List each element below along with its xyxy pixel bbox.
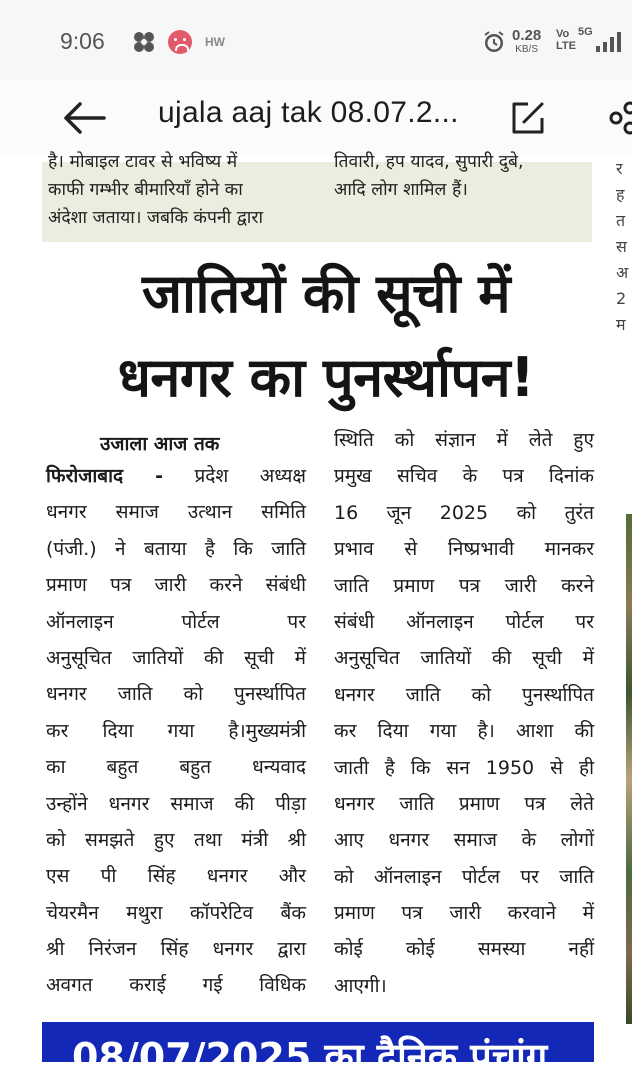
status-time: 9:06 bbox=[60, 28, 105, 54]
edge-glyph: त bbox=[616, 211, 626, 230]
strip-right-line: आदि लोग शामिल हैं। bbox=[334, 180, 468, 200]
column-line: जाती है कि सन 1950 से ही bbox=[334, 756, 594, 779]
column-line: आए धनगर समाज के लोगों bbox=[334, 829, 594, 852]
column-line: जाति प्रमाण पत्र जारी करने bbox=[334, 574, 594, 597]
adjacent-photo bbox=[626, 514, 632, 1024]
column-line: आएगी। bbox=[334, 974, 387, 997]
panchang-banner bbox=[42, 1022, 594, 1079]
edge-glyph: 2 bbox=[616, 289, 627, 308]
column-line: अनुसूचित जातियों की सूची में bbox=[46, 646, 306, 669]
column-line: कोई कोई समस्या नहीं bbox=[334, 938, 594, 961]
strip-right-line: तिवारी, हप यादव, सुपारी दुबे, bbox=[334, 152, 524, 172]
column-line: 16 जून 2025 को तुरंत bbox=[334, 501, 594, 524]
alarm-icon bbox=[482, 30, 506, 54]
column-line-text: प्रदेश अध्यक्ष bbox=[194, 465, 306, 487]
article-column-2 bbox=[334, 422, 594, 1004]
hw-logo-text: HW bbox=[205, 35, 225, 49]
adjacent-page-edge bbox=[616, 156, 632, 356]
strip-left-column bbox=[48, 148, 263, 232]
headline-line-1: जातियों की सूची में bbox=[141, 262, 511, 325]
edge-glyph: म bbox=[616, 315, 626, 334]
column-line: कर दिया गया है। आशा की bbox=[334, 720, 594, 743]
column-line: धनगर जाति को पुनर्स्थापित bbox=[46, 683, 306, 706]
previous-article-strip bbox=[42, 152, 592, 242]
column-line: प्रमाण पत्र जारी करवाने में bbox=[334, 902, 594, 925]
newspaper-image[interactable] bbox=[0, 152, 632, 1079]
column-line: प्रमुख सचिव के पत्र दिनांक bbox=[334, 465, 594, 488]
column-line: अवगत कराई गई विधिक bbox=[46, 974, 306, 997]
column-line: को समझते हुए तथा मंत्री श्री bbox=[46, 828, 306, 851]
byline: उजाला आज तक bbox=[100, 433, 220, 455]
edge-glyph: ह bbox=[616, 185, 625, 204]
column-line: धनगर जाति को पुनर्स्थापित bbox=[334, 683, 594, 706]
column-line: (पंजी.) ने बताया है कि जाति bbox=[46, 537, 306, 560]
edge-glyph: स bbox=[616, 237, 627, 256]
column-line: एस पी सिंह धनगर और bbox=[46, 865, 306, 888]
volte-indicator bbox=[556, 29, 576, 52]
net-speed bbox=[512, 28, 541, 55]
column-line: प्रमाण पत्र जारी करने संबंधी bbox=[46, 574, 306, 597]
column-line: को ऑनलाइन पोर्टल पर जाति bbox=[334, 865, 594, 888]
volte-line2: LTE bbox=[556, 39, 576, 52]
document-title: ujala aaj tak 08.07.2... bbox=[158, 96, 459, 129]
column-line: धनगर जाति प्रमाण पत्र लेते bbox=[334, 792, 594, 815]
column-line: उन्होंने धनगर समाज की पीड़ा bbox=[46, 792, 306, 815]
status-bar bbox=[0, 0, 632, 80]
signal-icon bbox=[596, 32, 626, 52]
column-line bbox=[46, 458, 306, 494]
strip-left-line: काफी गम्भीर बीमारियाँ होने का bbox=[48, 180, 243, 200]
dateline-place: फिरोजाबाद - bbox=[46, 465, 164, 487]
net-speed-unit: KB/S bbox=[515, 44, 538, 55]
share-icon[interactable] bbox=[608, 102, 632, 134]
column-line: प्रभाव से निष्प्रभावी मानकर bbox=[334, 538, 594, 561]
column-line: स्थिति को संज्ञान में लेते हुए bbox=[334, 429, 594, 451]
volte-line1: Vo bbox=[556, 28, 570, 40]
hw-logo-icon bbox=[202, 30, 228, 54]
column-line: चेयरमैन मथुरा कॉपरेटिव बैंक bbox=[46, 901, 306, 924]
pinwheel-icon bbox=[132, 30, 156, 54]
strip-right-column bbox=[334, 148, 524, 204]
strip-left-line: है। मोबाइल टावर से भविष्य में bbox=[48, 152, 238, 172]
column-line: अनुसूचित जातियों की सूची में bbox=[334, 647, 594, 670]
app-bar bbox=[0, 80, 632, 156]
article-column-1 bbox=[46, 458, 306, 1004]
face-notification-icon bbox=[168, 30, 192, 54]
edge-glyph: अ bbox=[616, 263, 629, 282]
back-arrow-icon[interactable] bbox=[60, 98, 108, 138]
column-line: संबंधी ऑनलाइन पोर्टल पर bbox=[334, 610, 594, 633]
column-line: कर दिया गया है।मुख्यमंत्री bbox=[46, 719, 306, 742]
edge-glyph: र bbox=[616, 159, 623, 178]
column-line: धनगर समाज उत्थान समिति bbox=[46, 501, 306, 524]
headline-line-2: धनगर का पुनर्स्थापन! bbox=[117, 346, 535, 409]
column-line: का बहुत बहुत धन्यवाद bbox=[46, 756, 306, 779]
panchang-banner-text: 08/07/2025 का दैनिक पंचांग bbox=[72, 1035, 548, 1079]
column-line: ऑनलाइन पोर्टल पर bbox=[46, 610, 306, 633]
network-type: 5G bbox=[578, 26, 593, 38]
strip-left-line: अंदेशा जताया। जबकि कंपनी द्वारा bbox=[48, 208, 264, 228]
column-line: श्री निरंजन सिंह धनगर द्वारा bbox=[46, 938, 306, 961]
edit-icon[interactable] bbox=[508, 98, 548, 138]
net-speed-value: 0.28 bbox=[512, 27, 542, 44]
